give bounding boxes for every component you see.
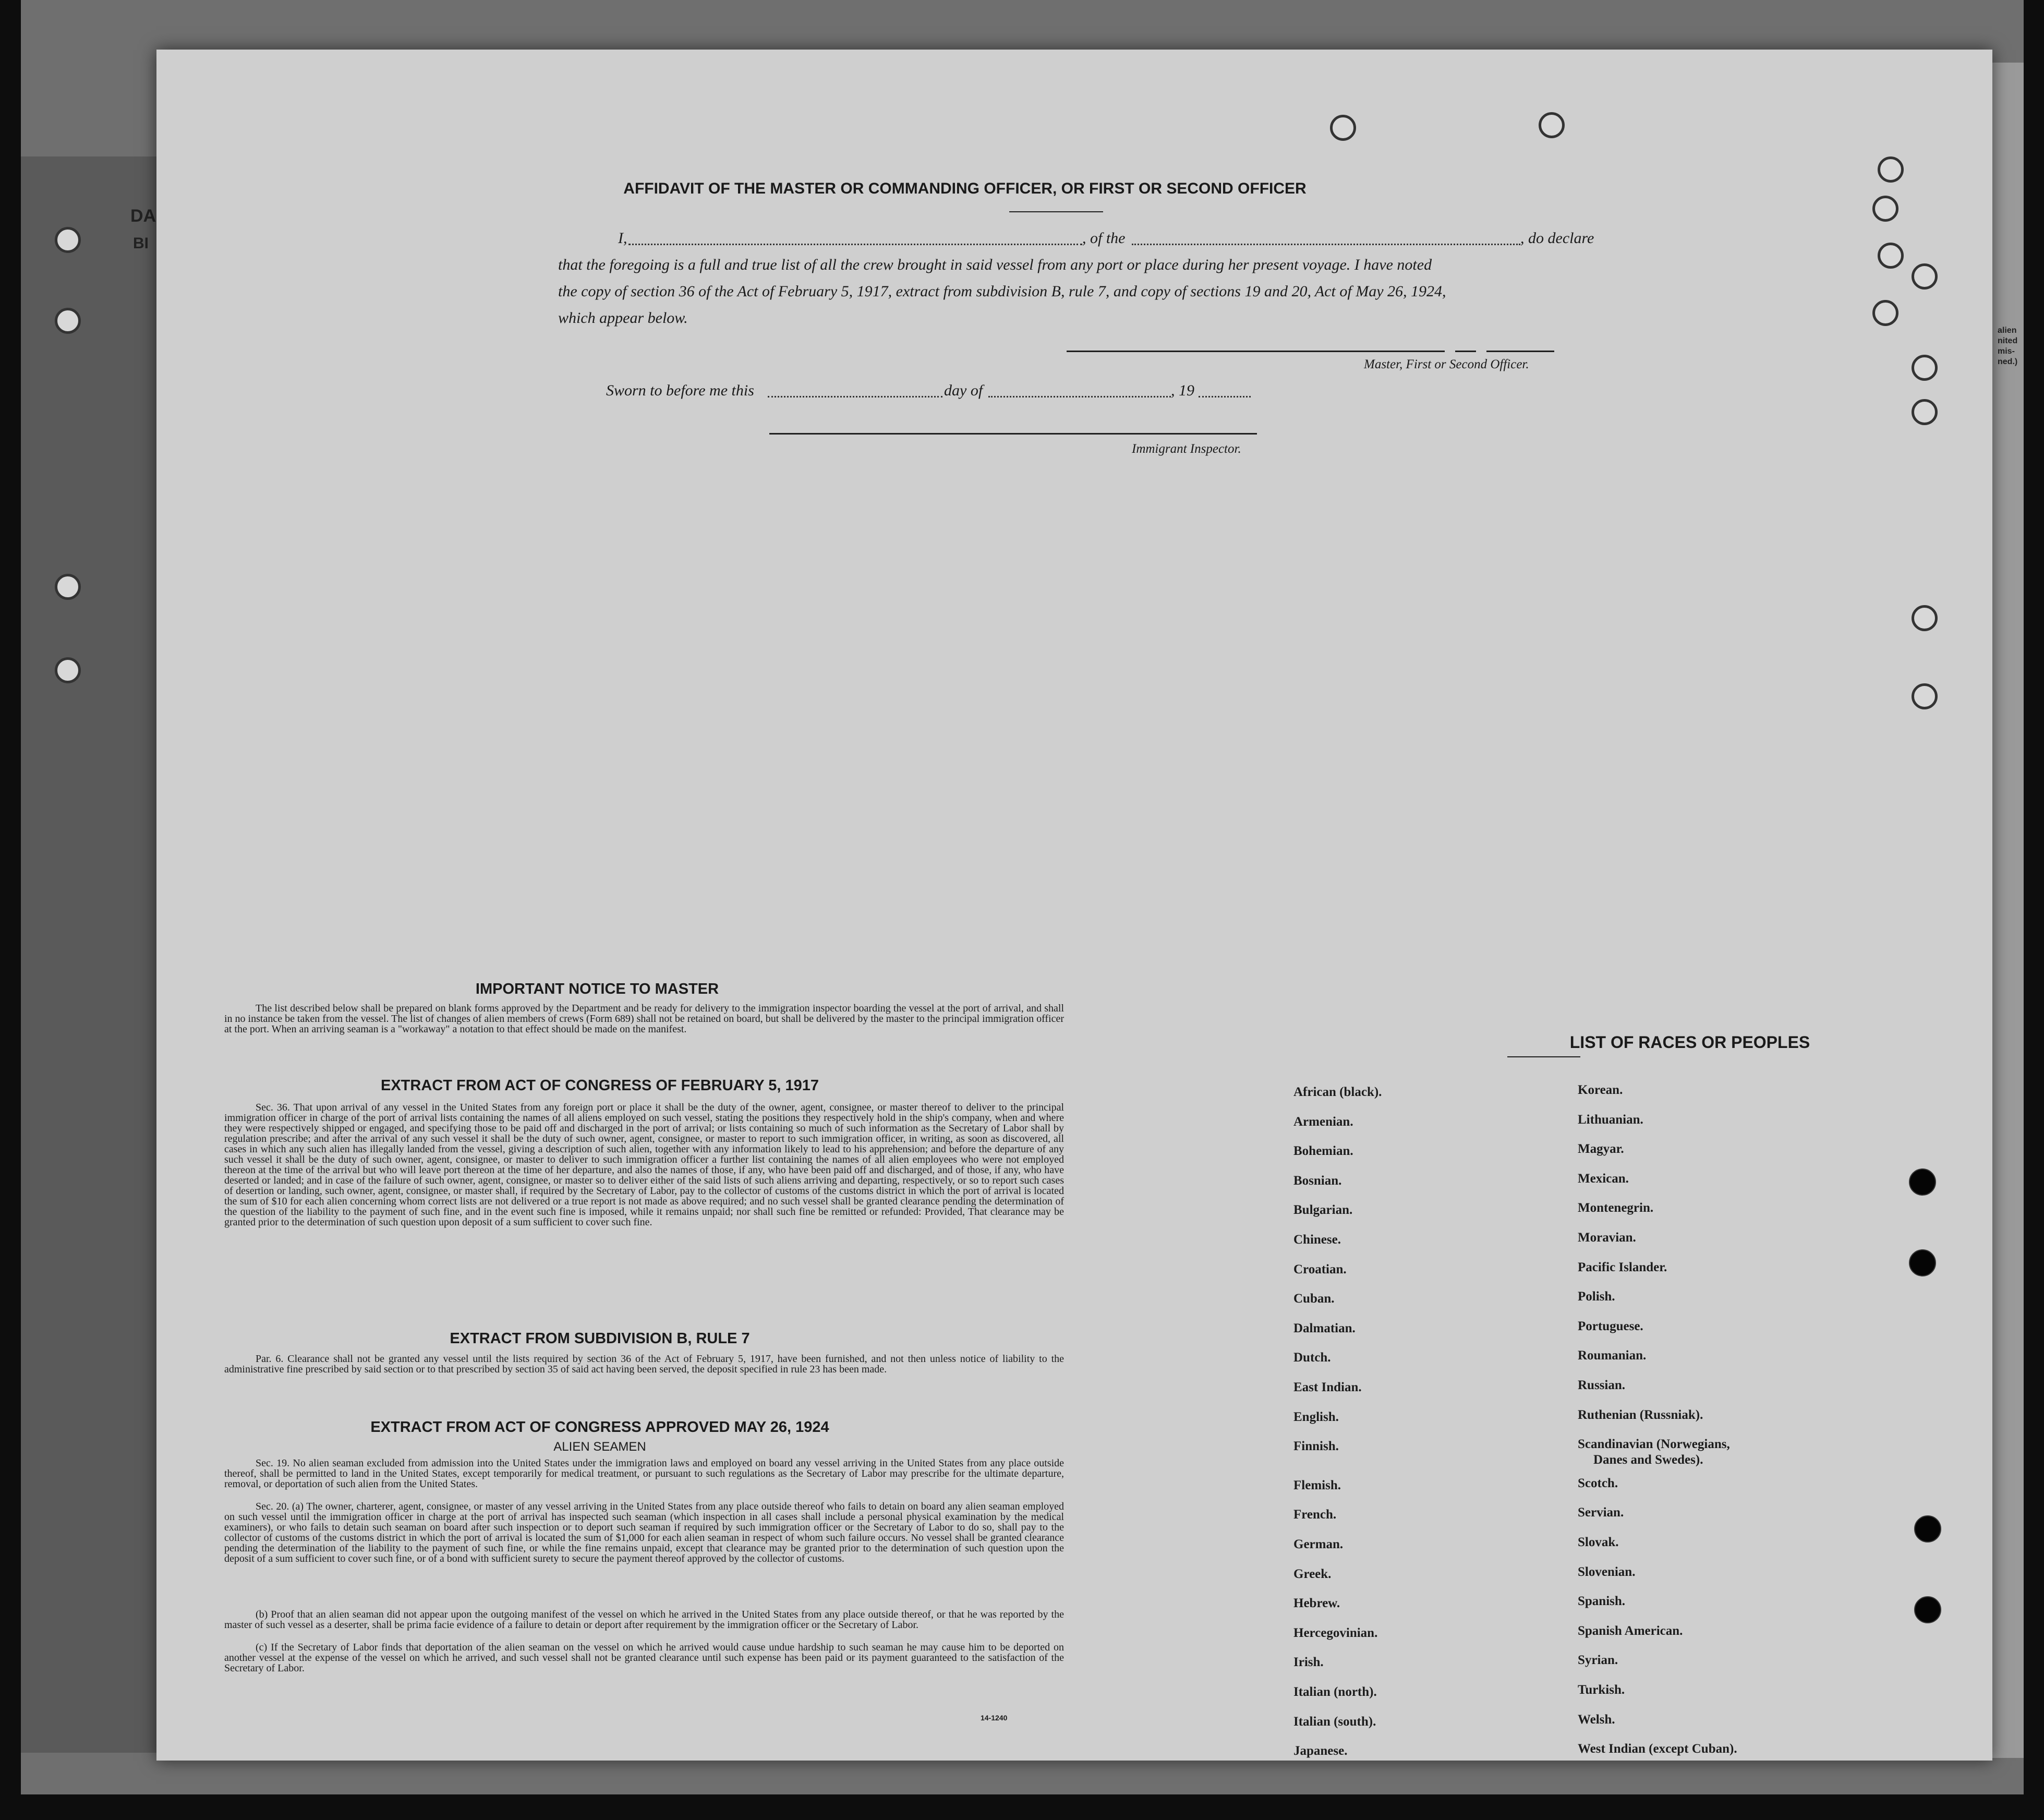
race-item: East Indian. [1293, 1380, 1362, 1394]
race-item: Croatian. [1293, 1262, 1347, 1276]
section-20c-text: (c) If the Secretary of Labor finds that deportation of the alien seaman on the vessel on which he arrived would cause undue hardship to such seaman he may cause him to be deported on another vessel at the expense of the vessel on which he arrived, and such vessel shall not be granted clearance until such expense has been paid or its payment guaranteed to the satisfaction of the Secretary of Labor. [224, 1642, 1064, 1674]
punch-hole [1912, 263, 1938, 290]
race-item: Chinese. [1293, 1233, 1341, 1247]
race-item: Irish. [1293, 1655, 1324, 1670]
extract-1917-text: Sec. 36. That upon arrival of any vessel in the United States from any foreign port or place it shall be the duty of the owner, agent, consignee, or master thereof to deliver to the principal immigration officer in charge of the port of arrival lists containing the names of all aliens employed on such vessel, stating the positions they respectively hold in the ship's company, when and where they were respectively shipped or engaged, and specifying those to be paid off and discharged in the port of arrival; or lists containing so much of such information as the Secretary of Labor shall by regulation prescribe; and after the arrival of any such vessel it shall be the duty of such owner, agent, consignee, or master to report to such immigration officer, in writing, as soon as discovered, all cases in which any such alien has illegally landed from the vessel, giving a description of such alien, together with any information likely to lead to his apprehension; and before the departure of any such vessel it shall be the duty of such owner, agent, consignee, or master to deliver to such immigration officer a further list containing the names of all alien employees who were not employed thereon at the time of the arrival but who will leave port thereon at the time of her departure, and also the names of those, if any, who have been paid off and discharged, and of those, if any, who have deserted or landed; and in case of the failure of such owner, agent, consignee, or master so to deliver either of the said lists of such aliens arriving and departing, respectively, or so to report such cases of desertion or landing, such owner, agent, consignee, or master shall, if required by the Secretary of Labor, pay to the collector of customs of the customs district in which the port of arrival is located the sum of $10 for each alien concerning whom correct lists are not delivered or a true report is not made as above required; and no such vessel shall be granted clearance pending the determination of the question of the liability to the payment of such fine, and in the event such fine is imposed, while it remains unpaid; nor shall such fine be remitted or refunded: Provided, That clearance may be granted prior to the determination of such question upon deposit of a sum sufficient to cover such fine. [224, 1102, 1064, 1228]
race-item: Armenian. [1293, 1114, 1353, 1129]
race-item: German. [1293, 1537, 1344, 1551]
race-item: Bosnian. [1293, 1173, 1342, 1188]
punch-hole [55, 308, 81, 334]
underlying-page-right-strip [1992, 63, 2024, 1758]
punch-hole [1878, 243, 1904, 269]
race-item: Italian (south). [1293, 1714, 1376, 1729]
sworn-year-blank [1199, 396, 1251, 397]
race-item: West Indian (except Cuban). [1578, 1742, 1737, 1756]
punch-hole [1912, 399, 1938, 425]
race-item: Cuban. [1293, 1292, 1335, 1306]
master-signature-line [1455, 351, 1476, 352]
punch-hole [1912, 355, 1938, 381]
race-item: Scotch. [1578, 1476, 1618, 1490]
edge-fragment-right: alien [1998, 326, 2017, 335]
race-item: African (black). [1293, 1085, 1382, 1099]
race-item: Slovenian. [1578, 1564, 1636, 1579]
edge-fragment-right: ned.) [1998, 357, 2018, 366]
affidavit-title: AFFIDAVIT OF THE MASTER OR COMMANDING OFFICER, OR FIRST OR SECOND OFFICER [623, 180, 1307, 197]
rule-7-title: EXTRACT FROM SUBDIVISION B, RULE 7 [450, 1330, 750, 1347]
race-item: Servian. [1578, 1505, 1624, 1520]
punch-hole [1539, 112, 1565, 138]
edge-fragment-left-2: BI [133, 235, 149, 252]
sworn-year: , 19 [1171, 382, 1194, 399]
punch-hole [55, 657, 81, 683]
race-item: Bohemian. [1293, 1144, 1353, 1159]
race-item: Portuguese. [1578, 1319, 1643, 1333]
section-20b-text: (b) Proof that an alien seaman did not appear upon the outgoing manifest of the vessel on which he arrived in the United States from any place outside thereof, or that he was reported by the master of such vessel as a deserter, shall be prima facie evidence of a failure to detain or deport after requirement by the immigration officer or the Secretary of Labor. [224, 1609, 1064, 1631]
section-20a-text: Sec. 20. (a) The owner, charterer, agent, consignee, or master of any vessel arriving in the United States from any place outside thereof who fails to detain on board any alien seaman employed on such vessel until the immigration officer in charge at the port of arrival has inspected such seaman (which inspection in all cases shall include a personal physical examination by the medical examiners), or who fails to detain such seaman on board after such inspection or to deport such seaman if required by such immigration officer or the Secretary of Labor to do so, shall pay to the collector of customs of the customs district in which the port of arrival is located the sum of $1,000 for each alien seaman in respect of whom such failure occurs. No vessel shall be granted clearance pending the determination of the liability to the payment of such fine, or while the fine remains unpaid, except that clearance may be granted prior to the determination of such question upon the deposit of a sum sufficient to cover such fine, or of a bond with sufficient surety to secure the payment thereof approved by the collector of customs. [224, 1501, 1064, 1564]
sworn-day-blank [768, 396, 942, 397]
extract-1917-title: EXTRACT FROM ACT OF CONGRESS OF FEBRUARY 5, 1917 [380, 1077, 819, 1094]
punch-hole [1912, 605, 1938, 631]
punch-hole [1912, 683, 1938, 709]
form-page [156, 50, 1992, 1761]
punch-hole [55, 227, 81, 253]
punch-hole [1914, 1515, 1941, 1542]
name-blank [628, 244, 1082, 245]
race-item: Welsh. [1578, 1712, 1615, 1727]
inspector-signature-line [769, 433, 1257, 435]
affidavit-i: I, [618, 230, 627, 247]
punch-hole [1914, 1596, 1941, 1623]
race-item: Hercegovinian. [1293, 1625, 1378, 1640]
race-item: Russian. [1578, 1378, 1626, 1392]
race-item: Montenegrin. [1578, 1201, 1654, 1215]
edge-fragment-right: mis- [1998, 347, 2015, 356]
affidavit-declare: , do declare [1520, 230, 1594, 247]
race-item: Spanish. [1578, 1594, 1626, 1609]
race-item: Lithuanian. [1578, 1112, 1643, 1127]
edge-fragment-right: nited [1998, 336, 2018, 345]
punch-hole [1330, 115, 1356, 141]
race-item: Roumanian. [1578, 1348, 1647, 1363]
master-signature-line [1486, 351, 1554, 352]
race-item: Magyar. [1578, 1142, 1624, 1156]
vessel-blank [1132, 244, 1520, 245]
race-item: Korean. [1578, 1083, 1623, 1097]
punch-hole [1878, 156, 1904, 183]
notice-text: The list described below shall be prepared on blank forms approved by the Department and be ready for delivery to the immigration inspector boarding the vessel at the port of arrival, and shall in no instance be taken from the vessel. The list of changes of alien members of crews (Form 689) shall not be retained on board, but shall be delivered by the master to the principal immigration officer at the port. When an arriving seaman is a "workaway" a notation to that effect should be made on the manifest. [224, 1003, 1064, 1035]
affidavit-line-4: which appear below. [558, 309, 688, 327]
master-caption: Master, First or Second Officer. [1364, 357, 1529, 371]
race-item: Polish. [1578, 1289, 1615, 1304]
race-item: Dutch. [1293, 1351, 1331, 1365]
race-item: Syrian. [1578, 1653, 1618, 1668]
punch-hole [1909, 1168, 1936, 1196]
form-number: 14-1240 [981, 1714, 1008, 1722]
race-item: Slovak. [1578, 1535, 1619, 1549]
edge-fragment-left: DA [130, 206, 156, 226]
punch-hole [1872, 196, 1898, 222]
race-item: Moravian. [1578, 1231, 1636, 1245]
sworn-label: Sworn to before me this [606, 382, 754, 399]
race-item: Japanese. [1293, 1744, 1348, 1758]
affidavit-line-3: the copy of section 36 of the Act of February 5, 1917, extract from subdivision B, rule 7, and copy of sections 19 and 20, Act of May 26, 1924, [558, 283, 1446, 300]
inspector-caption: Immigrant Inspector. [1132, 442, 1241, 456]
race-item: French. [1293, 1508, 1337, 1522]
race-item: Danes and Swedes). [1593, 1453, 1703, 1467]
races-title: LIST OF RACES OR PEOPLES [1569, 1033, 1810, 1052]
sworn-day-of: day of [944, 382, 983, 399]
punch-hole [55, 574, 81, 600]
title-rule [1009, 211, 1103, 212]
sworn-month-blank [988, 396, 1171, 397]
extract-1924-subtitle: ALIEN SEAMEN [553, 1440, 646, 1454]
affidavit-line-2: that the foregoing is a full and true list of all the crew brought in said vessel from any port or place during her present voyage. I have noted [558, 256, 1432, 273]
race-item: Pacific Islander. [1578, 1260, 1667, 1274]
affidavit-of-the: , of the [1082, 230, 1126, 247]
rule-7-text: Par. 6. Clearance shall not be granted any vessel until the lists required by section 36 of the Act of February 5, 1917, have been furnished, and not then unless notice of liability to the administrative fine prescribed by said section or to that prescribed by section 35 of said act having been served, the deposit specified in rule 23 has been made. [224, 1353, 1064, 1375]
notice-title: IMPORTANT NOTICE TO MASTER [475, 981, 719, 997]
race-item: Hebrew. [1293, 1596, 1340, 1611]
race-item: English. [1293, 1409, 1339, 1424]
race-item: Finnish. [1293, 1439, 1339, 1454]
race-item: Spanish American. [1578, 1623, 1683, 1638]
master-signature-line [1067, 351, 1445, 352]
underlying-page-left-margin [21, 156, 156, 1753]
race-item: Bulgarian. [1293, 1203, 1353, 1218]
section-19-text: Sec. 19. No alien seaman excluded from admission into the United States under the immigration laws and employed on board any vessel arriving in the United States from any place outside thereof, shall be permitted to land in the United States, except temporarily for medical treatment, or pursuant to such regulations as the Secretary of Labor may prescribe for the ultimate departure, removal, or deportation of such alien from the United States. [224, 1457, 1064, 1490]
extract-1924-title: EXTRACT FROM ACT OF CONGRESS APPROVED MAY 26, 1924 [370, 1419, 829, 1436]
race-item: Flemish. [1293, 1478, 1341, 1492]
punch-hole [1909, 1249, 1936, 1276]
race-item: Scandinavian (Norwegians, [1578, 1437, 1730, 1452]
race-item: Greek. [1293, 1566, 1332, 1581]
race-item: Turkish. [1578, 1683, 1625, 1697]
race-item: Ruthenian (Russniak). [1578, 1407, 1703, 1422]
races-title-rule [1507, 1056, 1580, 1057]
race-item: Dalmatian. [1293, 1321, 1356, 1335]
punch-hole [1872, 300, 1898, 326]
race-item: Mexican. [1578, 1171, 1629, 1186]
race-item: Italian (north). [1293, 1685, 1377, 1699]
